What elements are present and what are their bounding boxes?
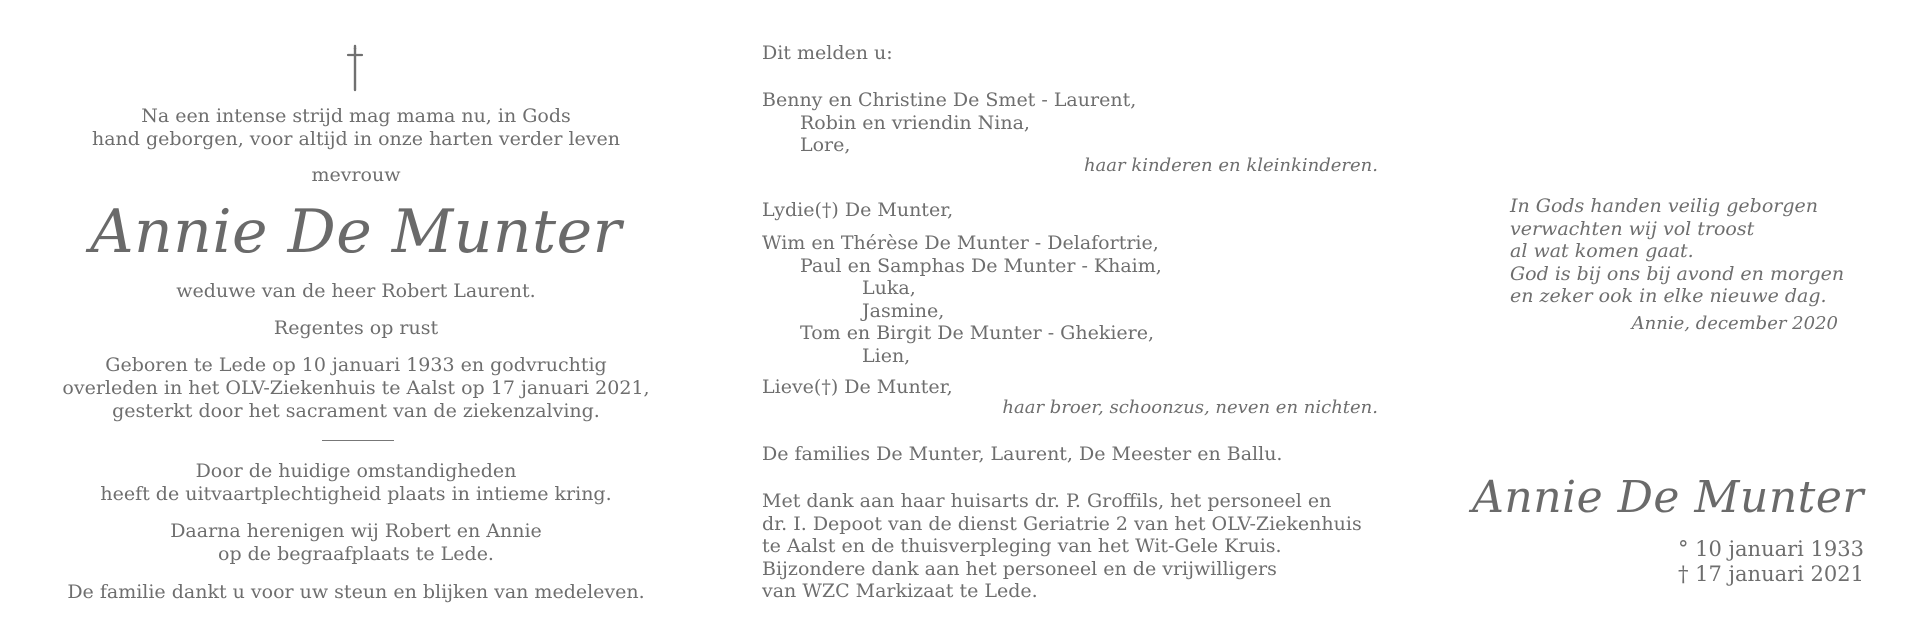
list-item: Lieve(†) De Munter,	[762, 376, 953, 398]
list-item: Lore,	[800, 134, 851, 156]
gratitude-text: Met dank aan haar huisarts dr. P. Groffils, het personeel en dr. I. Depoot van de dienst Geriatrie 2 van het OLV-Ziekenhuis te Aalst en de thuisverpleging van het Wit-Gele Kruis. Bijzondere dank aan het personeel en de vrijwilligers van WZC Markizaat te Lede.	[762, 490, 1362, 602]
list-item: Paul en Samphas De Munter - Khaim,	[800, 254, 1162, 277]
list-item: Wim en Thérèse De Munter - Delafortrie,	[762, 232, 1159, 254]
list-item: Luka,	[862, 277, 916, 299]
dates	[1460, 537, 1864, 587]
thanks-text: De familie dankt u voor uw steun en blijken van medeleven.	[67, 581, 645, 603]
role-text: Regentes op rust	[273, 317, 439, 339]
intro-text: Na een intense strijd mag mama nu, in Gods hand geborgen, voor altijd in onze harten verder leven	[91, 105, 620, 150]
birth-date: ° 10 januari 1933	[1677, 537, 1864, 561]
birth-death-text: Geboren te Lede op 10 januari 1933 en godvruchtig overleden in het OLV-Ziekenhuis te Aalst op 17 januari 2021, gesterkt door het sacrament van de ziekenzalving.	[62, 354, 650, 422]
widow-text: weduwe van de heer Robert Laurent.	[176, 280, 536, 302]
children-list	[762, 89, 1382, 157]
signature-name: Annie De Munter	[1472, 472, 1864, 523]
deceased-name: Annie De Munter	[90, 197, 622, 267]
death-date: † 17 januari 2021	[1677, 562, 1864, 586]
circumstances-text: Door de huidige omstandigheden heeft de uitvaartplechtigheid plaats in intieme kring.	[100, 460, 612, 505]
list-item: Jasmine,	[862, 299, 945, 322]
list-item: Robin en vriendin Nina,	[800, 111, 1030, 134]
poem-text: In Gods handen veilig geborgen verwachten wij vol troost al wat komen gaat. God is bij ons bij avond en morgen en zeker ook in elke nieuwe dag.	[1510, 195, 1845, 307]
list-item: Tom en Birgit De Munter - Ghekiere,	[800, 322, 1155, 344]
announce-text: Dit melden u:	[762, 42, 893, 64]
list-item: Lydie(†) De Munter,	[762, 199, 954, 221]
siblings-caption: haar broer, schoonzus, neven en nichten.	[1002, 397, 1378, 418]
cross-icon	[345, 44, 365, 92]
reunite-text: Daarna herenigen wij Robert en Annie op de begraafplaats te Lede.	[170, 520, 542, 565]
families-text: De families De Munter, Laurent, De Meester en Ballu.	[762, 443, 1283, 465]
list-item: Benny en Christine De Smet - Laurent,	[762, 89, 1137, 111]
children-caption: haar kinderen en kleinkinderen.	[1083, 155, 1378, 176]
siblings-list	[762, 232, 1382, 367]
divider-line	[322, 440, 394, 441]
title-text: mevrouw	[311, 164, 401, 186]
poem-signature: Annie, december 2020	[1631, 313, 1838, 334]
list-item: Lien,	[862, 344, 911, 367]
